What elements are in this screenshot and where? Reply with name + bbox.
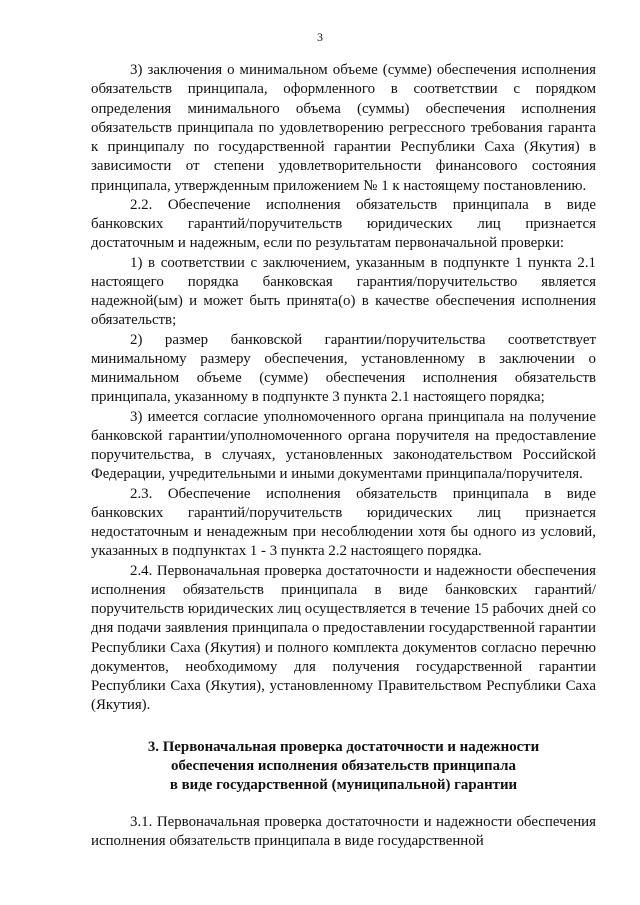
- paragraph-2-2-1: 1) в соответствии с заключением, указанным в подпункте 1 пункта 2.1 настоящего порядка банковская гарантия/поручительство является надежной(ым) и может быть принята(о) в качестве обеспечения исполнения обязательств;: [91, 254, 596, 329]
- paragraph-2-1-3: 3) заключения о минимальном объеме (сумме) обеспечения исполнения обязательств принципала, оформленного в соответствии с порядком определения минимального объема (суммы) обеспечения исполнения обязательств принципала по удовлетворению регрессного требования гаранта к принципалу по государственной гарантии Республики Саха (Якутия) в зависимости от степени удовлетворительности финансового состояния принципала, утвержденным приложением № 1 к настоящему постановлению.: [91, 62, 596, 194]
- paragraph-2-4: 2.4. Первоначальная проверка достаточности и надежности обеспечения исполнения обязательств принципала в виде банковских гарантий/поручительств юридических лиц осуществляется в течение 15 рабочих дней со дня подачи заявления принципала о предоставлении государственной гарантии Республики Саха (Якутия) и полного комплекта документов согласно перечню документов, необходимому для получения государственной гарантии Республики Саха (Якутия), установленному Правительством Республики Саха (Якутия).: [91, 562, 596, 714]
- paragraph-2-2: 2.2. Обеспечение исполнения обязательств принципала в виде банковских гарантий/поручительств юридических лиц признается достаточным и надежным, если по результатам первоначальной проверки:: [91, 196, 596, 252]
- section-heading-line-1: 3. Первоначальная проверка достаточности и надежности: [147, 738, 540, 755]
- paragraph-2-2-2: 2) размер банковской гарантии/поручительства соответствует минимальному размеру обеспечения, установленному в заключении о минимальном объеме (сумме) обеспечения исполнения обязательств принципала, указанному в подпункте 3 пункта 2.1 настоящего порядка;: [91, 331, 596, 406]
- paragraph-3-1: 3.1. Первоначальная проверка достаточности и надежности обеспечения исполнения обязательств принципала в виде государственной: [91, 813, 596, 849]
- section-heading-line-3: в виде государственной (муниципальной) гарантии: [169, 776, 518, 793]
- page-number: 3: [317, 30, 323, 44]
- paragraph-2-3: 2.3. Обеспечение исполнения обязательств принципала в виде банковских гарантий/поручительств юридических лиц признается недостаточным и ненадежным при несоблюдении хотя бы одного из условий, указанных в подпунктах 1 - 3 пункта 2.2 настоящего порядка.: [91, 485, 596, 560]
- section-heading-line-2: обеспечения исполнения обязательств принципала: [171, 757, 516, 774]
- paragraph-2-2-3: 3) имеется согласие уполномоченного органа принципала на получение банковской гарантии/уполномоченного органа поручителя на предоставление поручительства, в случаях, установленных законодательством Российской Федерации, учредительными и иными документами принципала/поручителя.: [91, 408, 596, 483]
- section-heading-3: [91, 738, 596, 795]
- document-body: [91, 61, 596, 851]
